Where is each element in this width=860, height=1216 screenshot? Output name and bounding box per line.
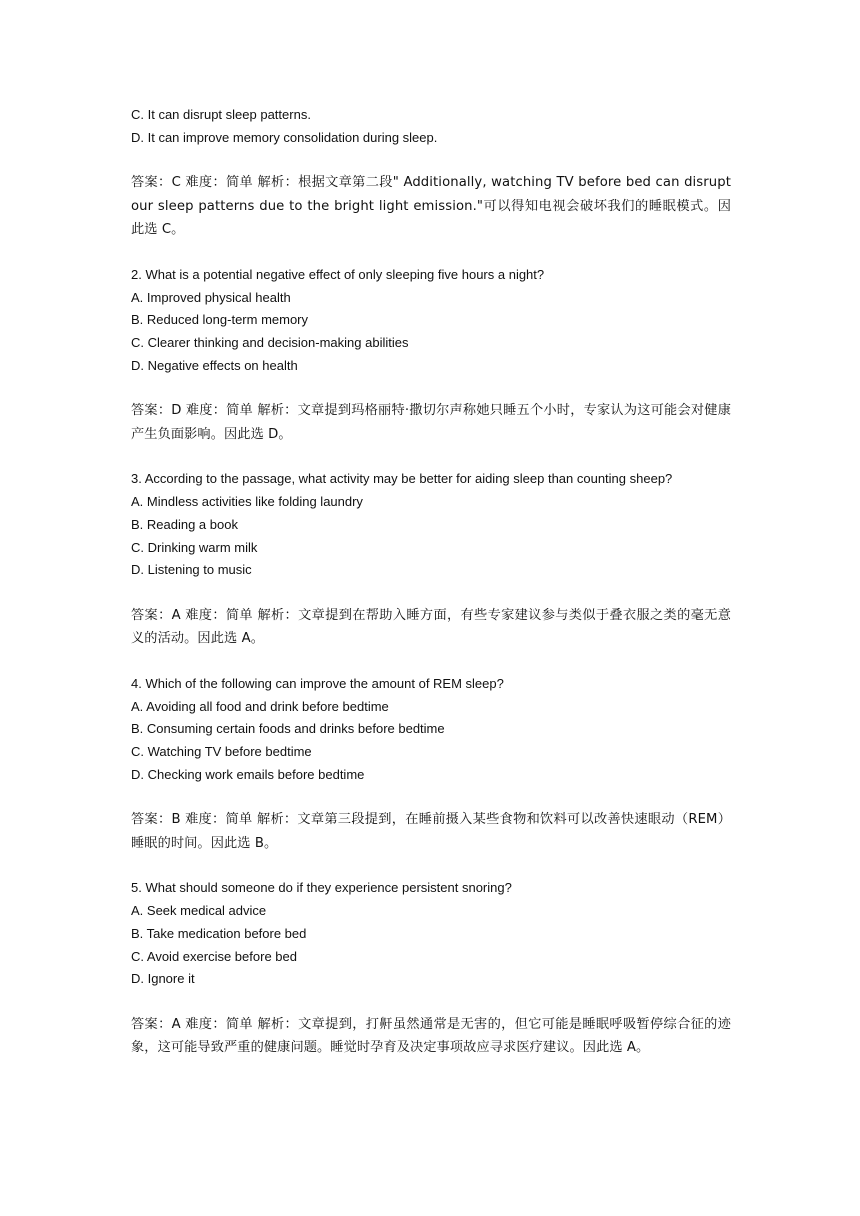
question-3 — [131, 468, 731, 651]
option-d: D. Negative effects on health — [131, 357, 298, 373]
option-c: C. Drinking warm milk — [131, 539, 258, 555]
option-c: C. Watching TV before bedtime — [131, 744, 312, 760]
option-d: D. Checking work emails before bedtime — [131, 766, 365, 782]
option-d: D. Listening to music — [131, 562, 252, 578]
option-a: A. Seek medical advice — [131, 903, 267, 919]
question-stem: 5. What should someone do if they experience persistent snoring? — [131, 880, 512, 896]
option-b: B. Reduced long-term memory — [131, 312, 309, 328]
document-page — [131, 104, 731, 1060]
option-c: C. Avoid exercise before bed — [131, 948, 297, 964]
option-d: D. Ignore it — [131, 971, 195, 987]
option-c: C. It can disrupt sleep patterns. — [131, 107, 311, 122]
answer-explanation: 答案：C 难度：简单 解析：根据文章第二段" Additionally, watching TV before bed can disrupt our sleep patterns due to the bright light emission."可以得知电视会破坏我们的睡眠模式。因此选 C。 — [131, 175, 731, 238]
option-c: C. Clearer thinking and decision-making abilities — [131, 335, 409, 351]
question-4 — [131, 673, 731, 856]
answer-explanation: 答案：B 难度：简单 解析：文章第三段提到，在睡前摄入某些食物和饮料可以改善快速眼动（REM）睡眠的时间。因此选 B。 — [131, 812, 731, 851]
option-a: A. Improved physical health — [131, 289, 291, 305]
option-b: B. Take medication before bed — [131, 925, 307, 941]
option-a: A. Mindless activities like folding laundry — [131, 494, 363, 510]
question-2 — [131, 264, 731, 447]
option-a: A. Avoiding all food and drink before bedtime — [131, 698, 389, 714]
question-5 — [131, 877, 731, 1060]
option-b: B. Reading a book — [131, 516, 238, 532]
answer-explanation: 答案：A 难度：简单 解析：文章提到，打鼾虽然通常是无害的，但它可能是睡眠呼吸暂停综合征的迹象，这可能导致严重的健康问题。睡觉时孕育及决定事项故应寻求医疗建议。因此选 A。 — [131, 1016, 731, 1056]
question-1-tail — [131, 104, 731, 242]
question-stem: 3. According to the passage, what activity may be better for aiding sleep than counting sheep? — [131, 471, 673, 487]
option-d: D. It can improve memory consolidation during sleep. — [131, 129, 438, 145]
question-stem: 2. What is a potential negative effect of only sleeping five hours a night? — [131, 266, 545, 282]
answer-explanation: 答案：D 难度：简单 解析：文章提到玛格丽特·撒切尔声称她只睡五个小时，专家认为这可能会对健康产生负面影响。因此选 D。 — [131, 403, 731, 442]
answer-explanation: 答案：A 难度：简单 解析：文章提到在帮助入睡方面，有些专家建议参与类似于叠衣服之类的毫无意义的活动。因此选 A。 — [131, 607, 731, 647]
question-stem: 4. Which of the following can improve the amount of REM sleep? — [131, 675, 504, 691]
option-b: B. Consuming certain foods and drinks before bedtime — [131, 721, 445, 737]
